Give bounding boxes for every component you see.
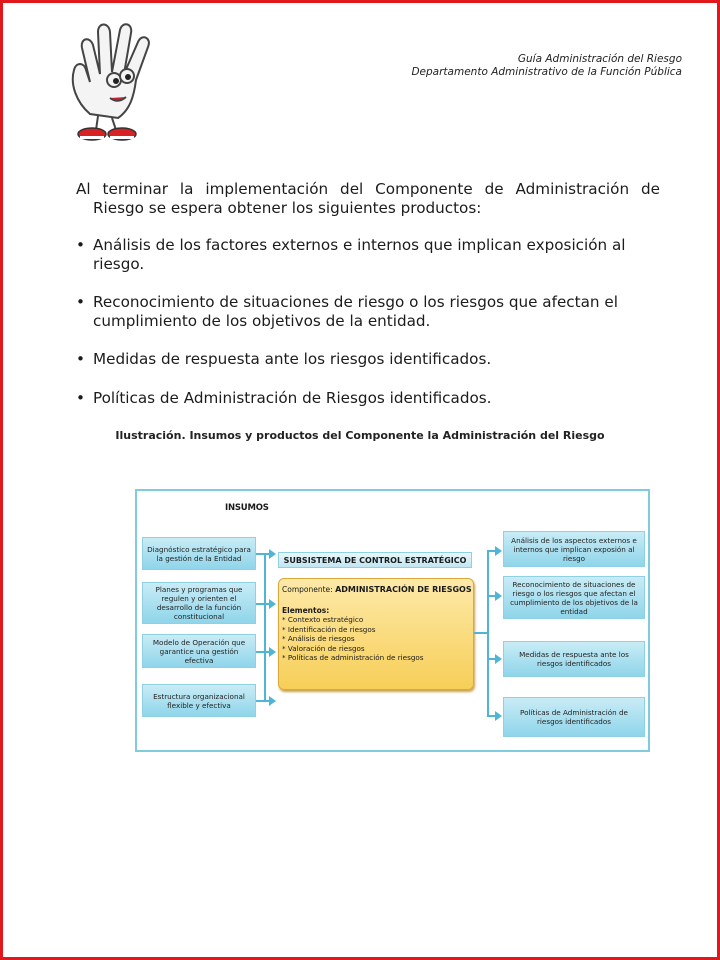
input-connector-line bbox=[264, 553, 266, 701]
inputs-title: INSUMOS bbox=[225, 503, 269, 513]
header-guide-title: Guía Administración del Riesgo bbox=[517, 53, 682, 65]
element-item: * Identificación de riesgos bbox=[282, 624, 376, 634]
output-box-2: Reconocimiento de situaciones de riesgo o los riesgos que afectan el cumplimiento de los objetivos de la entidad bbox=[503, 576, 645, 619]
intro-paragraph bbox=[76, 180, 660, 218]
output-connector-line bbox=[487, 550, 489, 716]
component-box bbox=[278, 578, 474, 690]
product-list-item-1 bbox=[76, 236, 660, 274]
arrow-right-icon bbox=[495, 654, 502, 664]
intro-line-1: Al terminar la implementación del Componente de Administración de bbox=[76, 180, 660, 198]
output-connector-line bbox=[474, 632, 488, 634]
elements-list bbox=[282, 615, 424, 663]
arrow-right-icon bbox=[269, 549, 276, 559]
product-list-item-4 bbox=[76, 389, 660, 408]
bullet-icon: • bbox=[76, 350, 85, 368]
header-department: Departamento Administrativo de la Función Pública bbox=[411, 66, 682, 78]
product-text: Políticas de Administración de Riesgos identificados. bbox=[93, 389, 492, 407]
bullet-icon: • bbox=[76, 293, 85, 311]
element-item: * Contexto estratégico bbox=[282, 615, 364, 624]
figure-caption: Ilustración. Insumos y productos del Componente la Administración del Riesgo bbox=[115, 429, 605, 442]
element-item: * Análisis de riesgos bbox=[282, 634, 355, 643]
element-item: * Políticas de administración de riesgos bbox=[282, 653, 424, 662]
product-text: Medidas de respuesta ante los riesgos identificados. bbox=[93, 350, 492, 368]
output-box-3: Medidas de respuesta ante los riesgos identificados bbox=[503, 641, 645, 677]
arrow-right-icon bbox=[269, 647, 276, 657]
bullet-icon: • bbox=[76, 389, 85, 407]
input-box-4: Estructura organizacional flexible y efectiva bbox=[142, 684, 256, 717]
component-prefix: Componente: bbox=[282, 585, 333, 594]
arrow-right-icon bbox=[269, 599, 276, 609]
elements-title: Elementos: bbox=[282, 606, 330, 615]
input-box-3: Modelo de Operación que garantice una gestión efectiva bbox=[142, 634, 256, 668]
input-box-1: Diagnóstico estratégico para la gestión de la Entidad bbox=[142, 537, 256, 570]
intro-line-2: Riesgo se espera obtener los siguientes productos: bbox=[93, 199, 482, 217]
subsystem-header: SUBSISTEMA DE CONTROL ESTRATÉGICO bbox=[278, 552, 472, 568]
output-box-4: Políticas de Administración de riesgos identificados bbox=[503, 697, 645, 737]
product-text: Análisis de los factores externos e internos que implican exposición al riesgo. bbox=[93, 236, 626, 273]
component-name: ADMINISTRACIÓN DE RIESGOS bbox=[335, 585, 472, 594]
product-list-item-2 bbox=[76, 293, 660, 331]
element-item: * Valoración de riesgos bbox=[282, 643, 365, 653]
risk-component-diagram bbox=[135, 489, 650, 752]
arrow-right-icon bbox=[495, 546, 502, 556]
product-list-item-3 bbox=[76, 350, 660, 369]
arrow-right-icon bbox=[495, 591, 502, 601]
component-title bbox=[282, 585, 472, 594]
arrow-right-icon bbox=[269, 696, 276, 706]
page-header bbox=[411, 53, 682, 79]
hand-mascot-logo bbox=[62, 18, 172, 144]
arrow-right-icon bbox=[495, 711, 502, 721]
product-text: Reconocimiento de situaciones de riesgo o los riesgos que afectan el cumplimiento de los objetivos de la entidad. bbox=[93, 293, 618, 330]
bullet-icon: • bbox=[76, 236, 85, 254]
output-box-1: Análisis de los aspectos externos e internos que implican exposión al riesgo bbox=[503, 531, 645, 567]
input-box-2: Planes y programas que regulen y orienten el desarrollo de la función constitucional bbox=[142, 582, 256, 624]
